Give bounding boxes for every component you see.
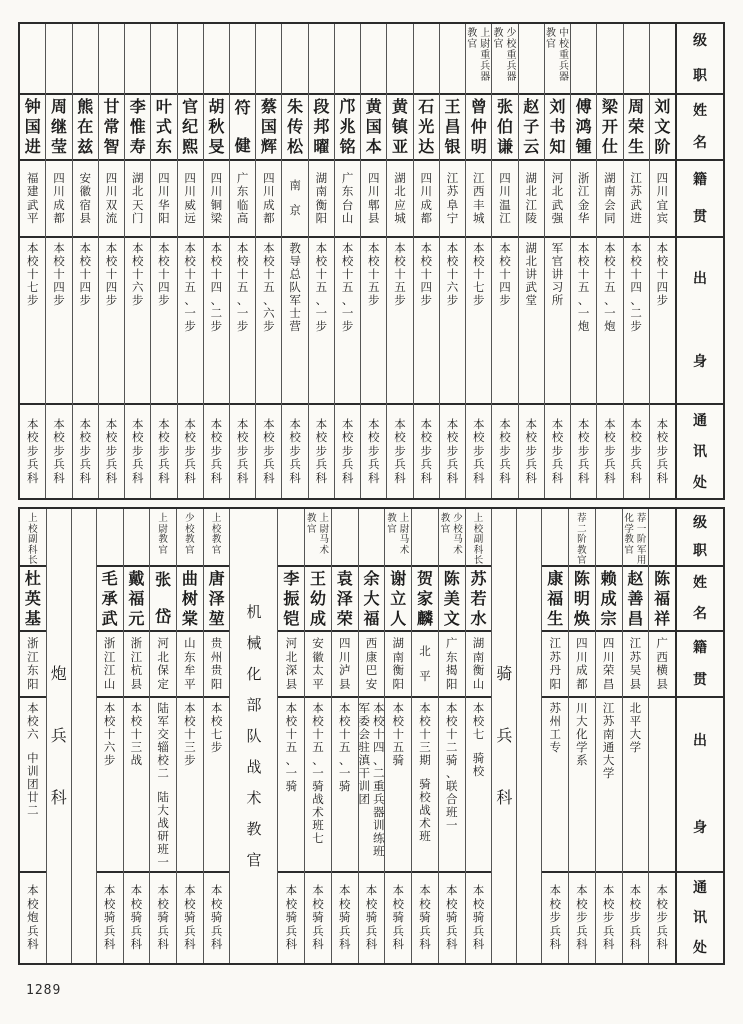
contact-cell: 本 校 步 兵 科 — [629, 883, 642, 952]
contact-cell: 本 校 步 兵 科 — [602, 883, 615, 952]
person-column — [255, 24, 281, 498]
native-place-cell: 湖 北 天 门 — [125, 161, 150, 238]
rank-header: 级 职 — [677, 24, 723, 95]
origin-cell: 苏 州 工 专 — [542, 698, 568, 873]
origin-cell: 本 校 十 五 步 — [387, 238, 412, 405]
origin-cell: 本 校 十 五 、 一 炮 — [597, 238, 622, 405]
contact-cell: 本 校 步 兵 科 — [394, 416, 406, 485]
contact-cell: 本 校 步 兵 科 — [656, 416, 669, 485]
name-cell: 王 幼 成 — [305, 567, 331, 632]
person-column — [491, 24, 517, 498]
section-label: 机 械 化 部 队 战 术 教 官 — [246, 602, 262, 869]
rank-cell — [412, 509, 438, 567]
origin-cell: 本 校 十 四 步 — [46, 238, 71, 405]
name-cell: 邝 兆 铭 — [335, 95, 360, 161]
origin-cell: 本 校 十 五 、 一 步 — [309, 238, 334, 405]
name-cell: 刘 书 知 — [545, 95, 570, 161]
name-cell: 陈 福 祥 — [649, 567, 675, 632]
contact-cell: 本 校 骑 兵 科 — [312, 883, 324, 952]
native-place-cell: 河 北 深 县 — [278, 632, 304, 698]
name-cell: 王 昌 银 — [440, 95, 465, 161]
person-column — [98, 24, 124, 498]
name-cell: 甘 常 智 — [99, 95, 124, 161]
name-cell: 杜 英 基 — [20, 567, 46, 632]
empty-column — [516, 509, 541, 963]
native-place-cell: 四 川 双 流 — [99, 161, 124, 238]
contact-cell: 本 校 步 兵 科 — [289, 416, 301, 485]
native-place-cell: 四 川 宜 宾 — [650, 161, 675, 238]
section-label-column — [491, 509, 516, 963]
native-place-cell: 四 川 荣 昌 — [596, 632, 622, 698]
roster-lower-band — [18, 507, 725, 965]
rank-cell: 少 校 重 兵 器 教 官 — [492, 24, 517, 95]
native-place-cell: 浙 江 金 华 — [571, 161, 596, 238]
origin-cell: 本 校 十 五 、 一 步 — [335, 238, 360, 405]
origin-cell: 川 大 化 学 系 — [569, 698, 595, 873]
native-place-cell: 广 东 揭 阳 — [439, 632, 465, 698]
name-cell: 傅 鸿 锺 — [571, 95, 596, 161]
contact-cell: 本 校 步 兵 科 — [656, 883, 668, 952]
person-column — [384, 509, 411, 963]
person-column — [20, 509, 46, 963]
contact-cell: 本 校 骑 兵 科 — [285, 883, 298, 952]
native-place-cell: 浙 江 杭 县 — [124, 632, 150, 698]
origin-cell: 本 校 十 三 战 — [124, 698, 150, 873]
origin-cell: 本 校 十 三 步 — [177, 698, 203, 873]
native-place-cell: 安 徽 太 平 — [305, 632, 331, 698]
person-column — [623, 24, 649, 498]
native-place-cell: 湖 北 江 陵 — [519, 161, 544, 238]
rank-cell — [73, 24, 98, 95]
origin-cell: 北 平 大 学 — [623, 698, 649, 873]
name-cell: 陈 明 焕 — [569, 567, 595, 632]
person-column — [96, 509, 123, 963]
name-cell: 石 光 达 — [414, 95, 439, 161]
name-cell: 赖 成 宗 — [596, 567, 622, 632]
origin-cell: 本 校 十 五 骑 — [385, 698, 411, 873]
origin-cell: 江 苏 南 通 大 学 — [596, 698, 622, 873]
name-cell: 贺 家 麟 — [412, 567, 438, 632]
native-place-cell: 西 康 巴 安 — [359, 632, 385, 698]
native-place-cell: 四 川 华 阳 — [151, 161, 176, 238]
rank-cell: 中 校 重 兵 器 教 官 — [545, 24, 570, 95]
name-header: 姓 名 — [677, 567, 723, 632]
contact-cell: 本 校 骑 兵 科 — [103, 883, 116, 952]
native-place-cell: 四 川 温 江 — [492, 161, 517, 238]
native-place-cell: 四 川 郫 县 — [361, 161, 386, 238]
rank-cell — [278, 509, 304, 567]
person-column — [203, 509, 230, 963]
name-cell: 李 惟 寿 — [125, 95, 150, 161]
name-cell: 叶 式 东 — [151, 95, 176, 161]
native-place-cell: 广 西 横 县 — [649, 632, 675, 698]
person-column — [386, 24, 412, 498]
person-column — [308, 24, 334, 498]
rank-cell — [97, 509, 123, 567]
person-column — [331, 509, 358, 963]
origin-cell: 本 校 十 四 、 二 步 — [204, 238, 229, 405]
contact-cell: 本 校 步 兵 科 — [210, 416, 223, 485]
rank-cell — [597, 24, 622, 95]
rank-cell — [46, 24, 71, 95]
person-column — [149, 509, 176, 963]
name-cell: 戴 福 元 — [124, 567, 150, 632]
rank-cell — [596, 509, 622, 567]
native-place-cell: 贵 州 贵 阳 — [204, 632, 230, 698]
contact-cell: 本 校 步 兵 科 — [604, 416, 616, 485]
origin-cell — [649, 698, 675, 873]
contact-cell: 本 校 步 兵 科 — [315, 416, 328, 485]
contact-cell: 本 校 步 兵 科 — [105, 416, 118, 485]
origin-cell: 本 校 十 五 、 一 炮 — [571, 238, 596, 405]
rank-cell: 上 尉 马 术 教 官 — [385, 509, 411, 567]
contact-header: 通 讯 处 — [693, 880, 707, 956]
rank-cell: 上 校 副 科 长 — [20, 509, 46, 567]
person-column — [518, 24, 544, 498]
contact-cell: 本 校 炮 兵 科 — [27, 883, 39, 952]
name-cell: 胡 秋 旻 — [204, 95, 229, 161]
name-cell: 曲 树 棠 — [177, 567, 203, 632]
origin-cell: 本 校 十 四 步 — [73, 238, 98, 405]
origin-header: 出 身 — [677, 698, 723, 873]
native-place-cell: 北 平 — [412, 632, 438, 698]
name-cell: 赵 子 云 — [519, 95, 544, 161]
native-place-cell: 江 苏 丹 阳 — [542, 632, 568, 698]
name-cell: 谢 立 人 — [385, 567, 411, 632]
person-column — [596, 24, 622, 498]
rank-cell: 荐 一 阶 军 用 化 学 教 官 — [623, 509, 649, 567]
rank-cell: 上 尉 马 术 教 官 — [305, 509, 331, 567]
origin-cell: 本 校 七 步 — [204, 698, 230, 873]
person-column — [649, 24, 675, 498]
native-place-cell: 江 西 丰 城 — [466, 161, 491, 238]
rank-cell — [124, 509, 150, 567]
person-column — [334, 24, 360, 498]
person-column — [622, 509, 649, 963]
roster-upper-band — [18, 22, 725, 500]
rank-cell — [414, 24, 439, 95]
contact-cell: 本 校 骑 兵 科 — [365, 883, 378, 952]
rank-cell — [309, 24, 334, 95]
native-place-cell: 四 川 成 都 — [46, 161, 71, 238]
contact-cell: 本 校 骑 兵 科 — [157, 883, 169, 952]
rank-cell: 上 尉 重 兵 器 教 官 — [466, 24, 491, 95]
native-place-cell: 江 苏 阜 宁 — [440, 161, 465, 238]
native-place-cell: 四 川 成 都 — [414, 161, 439, 238]
person-column — [465, 24, 491, 498]
name-cell: 黄 国 本 — [361, 95, 386, 161]
empty-column — [71, 509, 96, 963]
rank-cell — [387, 24, 412, 95]
name-cell: 熊 在 兹 — [73, 95, 98, 161]
contact-header: 通 讯 处 — [693, 412, 707, 491]
origin-cell: 本 校 十 五 、 六 步 — [256, 238, 281, 405]
origin-cell: 本 校 十 三 期 骑 校 战 术 班 — [412, 698, 438, 873]
contact-cell: 本 校 骑 兵 科 — [184, 883, 196, 952]
name-cell: 苏 若 水 — [466, 567, 492, 632]
origin-cell: 本 校 十 五 、 一 步 — [178, 238, 203, 405]
rank-cell: 荐 二 阶 教 官 — [569, 509, 595, 567]
person-column — [360, 24, 386, 498]
rank-cell — [440, 24, 465, 95]
empty-cell — [72, 509, 96, 963]
name-cell: 唐 泽 堃 — [204, 567, 230, 632]
person-column — [595, 509, 622, 963]
name-cell: 康 福 生 — [542, 567, 568, 632]
origin-cell: 本 校 十 五 、 一 骑 战 术 班 七 — [305, 698, 331, 873]
roster-table — [18, 22, 725, 965]
native-place-cell: 山 东 牟 平 — [177, 632, 203, 698]
native-place-cell: 湖 南 衡 山 — [466, 632, 492, 698]
rank-cell: 少 校 马 术 教 官 — [439, 509, 465, 567]
contact-cell: 本 校 步 兵 科 — [551, 416, 564, 485]
name-cell: 段 邦 曜 — [309, 95, 334, 161]
person-column — [72, 24, 98, 498]
section-label-column — [229, 509, 277, 963]
rank-cell: 上 尉 教 官 — [150, 509, 176, 567]
contact-cell: 本 校 步 兵 科 — [158, 416, 170, 485]
native-place-cell: 安 徽 宿 县 — [73, 161, 98, 238]
native-place-header: 籍 贯 — [677, 161, 723, 238]
name-cell: 周 继 莹 — [46, 95, 71, 161]
section-label: 炮 兵 科 — [50, 664, 67, 807]
rank-cell: 少 校 教 官 — [177, 509, 203, 567]
name-cell: 李 振 铠 — [278, 567, 304, 632]
person-column — [176, 509, 203, 963]
person-column — [541, 509, 568, 963]
person-column — [45, 24, 71, 498]
origin-cell: 本 校 十 六 步 — [125, 238, 150, 405]
contact-cell: 本 校 步 兵 科 — [79, 416, 91, 485]
contact-cell: 本 校 步 兵 科 — [236, 416, 249, 485]
native-place-cell: 四 川 威 远 — [178, 161, 203, 238]
section-label-column — [46, 509, 71, 963]
person-column — [438, 509, 465, 963]
rank-cell — [125, 24, 150, 95]
origin-cell: 本 校 十 四 步 — [151, 238, 176, 405]
origin-cell: 本 校 十 四 步 — [99, 238, 124, 405]
rank-cell — [204, 24, 229, 95]
section-label: 骑 兵 科 — [496, 664, 513, 807]
contact-cell: 本 校 骑 兵 科 — [130, 883, 143, 952]
contact-cell: 本 校 骑 兵 科 — [472, 883, 485, 952]
name-cell: 陈 美 文 — [439, 567, 465, 632]
native-place-cell: 四 川 成 都 — [569, 632, 595, 698]
native-place-cell: 湖 北 应 城 — [387, 161, 412, 238]
origin-cell: 教 导 总 队 军 士 营 — [282, 238, 307, 405]
rank-cell — [256, 24, 281, 95]
native-place-cell: 四 川 铜 梁 — [204, 161, 229, 238]
person-column — [123, 509, 150, 963]
origin-cell: 本 校 十 七 步 — [466, 238, 491, 405]
origin-cell: 本 校 十 五 、 一 步 — [230, 238, 255, 405]
name-cell: 黄 镇 亚 — [387, 95, 412, 161]
name-cell: 刘 文 阶 — [650, 95, 675, 161]
name-cell: 曾 仲 明 — [466, 95, 491, 161]
contact-cell: 本 校 步 兵 科 — [549, 883, 561, 952]
contact-cell: 本 校 步 兵 科 — [368, 416, 380, 485]
native-place-cell: 广 东 临 高 — [230, 161, 255, 238]
origin-cell: 本 校 十 五 、 一 骑 — [278, 698, 304, 873]
name-cell: 周 荣 生 — [624, 95, 649, 161]
native-place-cell: 湖 南 会 同 — [597, 161, 622, 238]
person-column — [648, 509, 675, 963]
rank-header: 级 职 — [677, 509, 723, 567]
name-cell: 钟 国 进 — [20, 95, 45, 161]
contact-cell: 本 校 步 兵 科 — [577, 416, 590, 485]
name-cell: 张 伯 谦 — [492, 95, 517, 161]
contact-cell: 本 校 步 兵 科 — [446, 416, 459, 485]
origin-cell: 湖 北 讲 武 堂 — [519, 238, 544, 405]
contact-cell: 本 校 步 兵 科 — [263, 416, 275, 485]
name-cell: 梁 开 仕 — [597, 95, 622, 161]
name-cell: 官 纪 熙 — [178, 95, 203, 161]
header-column — [675, 509, 723, 963]
rank-cell — [359, 509, 385, 567]
name-cell: 赵 善 昌 — [623, 567, 649, 632]
contact-cell: 本 校 步 兵 科 — [131, 416, 144, 485]
person-column — [277, 509, 304, 963]
name-cell: 符 健 — [230, 95, 255, 161]
origin-cell: 本 校 十 四 、 二 重 兵 器 训 练 班 军 委 会 驻 滇 干 训 团 — [359, 698, 385, 873]
native-place-cell: 湖 南 衡 阳 — [385, 632, 411, 698]
origin-cell: 本 校 十 五 、 一 骑 — [332, 698, 358, 873]
page-number: 1289 — [26, 983, 62, 998]
person-column — [177, 24, 203, 498]
native-place-cell: 四 川 泸 县 — [332, 632, 358, 698]
contact-cell: 本 校 骑 兵 科 — [210, 883, 223, 952]
person-column — [544, 24, 570, 498]
person-column — [150, 24, 176, 498]
contact-cell: 本 校 步 兵 科 — [499, 416, 511, 485]
person-column — [465, 509, 492, 963]
native-place-cell: 江 苏 武 进 — [624, 161, 649, 238]
origin-cell: 本 校 七 骑 校 — [466, 698, 492, 873]
name-header: 姓 名 — [677, 95, 723, 161]
person-column — [568, 509, 595, 963]
origin-cell: 本 校 十 五 步 — [361, 238, 386, 405]
origin-cell: 本 校 六 中 训 团 廿 二 — [20, 698, 46, 873]
contact-cell: 本 校 步 兵 科 — [576, 883, 588, 952]
rank-cell — [542, 509, 568, 567]
contact-cell: 本 校 步 兵 科 — [27, 416, 39, 485]
origin-header: 出 身 — [677, 238, 723, 405]
rank-cell — [650, 24, 675, 95]
rank-cell — [282, 24, 307, 95]
name-cell: 袁 泽 荣 — [332, 567, 358, 632]
contact-cell: 本 校 骑 兵 科 — [445, 883, 458, 952]
empty-cell — [517, 509, 541, 963]
native-place-header: 籍 贯 — [677, 632, 723, 698]
rank-cell — [230, 24, 255, 95]
person-column — [411, 509, 438, 963]
contact-cell: 本 校 步 兵 科 — [341, 416, 354, 485]
person-column — [304, 509, 331, 963]
native-place-cell: 广 东 台 山 — [335, 161, 360, 238]
origin-cell: 本 校 十 七 步 — [20, 238, 45, 405]
name-cell: 蔡 国 辉 — [256, 95, 281, 161]
contact-cell: 本 校 步 兵 科 — [420, 416, 433, 485]
origin-cell: 本 校 十 四 步 — [414, 238, 439, 405]
origin-cell: 本 校 十 四 步 — [650, 238, 675, 405]
name-cell: 余 大 福 — [359, 567, 385, 632]
rank-cell — [99, 24, 124, 95]
native-place-cell: 湖 南 衡 阳 — [309, 161, 334, 238]
rank-cell — [151, 24, 176, 95]
origin-cell: 本 校 十 六 步 — [97, 698, 123, 873]
person-column — [413, 24, 439, 498]
rank-cell — [649, 509, 675, 567]
person-column — [124, 24, 150, 498]
rank-cell — [624, 24, 649, 95]
rank-cell — [178, 24, 203, 95]
person-column — [20, 24, 45, 498]
origin-cell: 本 校 十 四 步 — [492, 238, 517, 405]
origin-cell: 本 校 十 四 、 二 步 — [624, 238, 649, 405]
native-place-cell: 河 北 保 定 — [150, 632, 176, 698]
native-place-cell: 四 川 成 都 — [256, 161, 281, 238]
native-place-cell: 福 建 武 平 — [20, 161, 45, 238]
contact-cell: 本 校 步 兵 科 — [525, 416, 537, 485]
rank-cell — [361, 24, 386, 95]
person-column — [439, 24, 465, 498]
name-cell: 毛 承 武 — [97, 567, 123, 632]
person-column — [570, 24, 596, 498]
contact-cell: 本 校 步 兵 科 — [184, 416, 196, 485]
contact-cell: 本 校 骑 兵 科 — [419, 883, 431, 952]
contact-cell: 本 校 骑 兵 科 — [392, 883, 404, 952]
rank-cell — [335, 24, 360, 95]
rank-cell — [20, 24, 45, 95]
contact-cell: 本 校 步 兵 科 — [630, 416, 642, 485]
native-place-cell: 浙 江 江 山 — [97, 632, 123, 698]
contact-cell: 本 校 步 兵 科 — [53, 416, 65, 485]
native-place-cell: 南 京 — [282, 161, 307, 238]
rank-cell — [571, 24, 596, 95]
person-column — [358, 509, 385, 963]
rank-cell — [519, 24, 544, 95]
name-cell: 张 岱 — [150, 567, 176, 632]
native-place-cell: 河 北 武 强 — [545, 161, 570, 238]
rank-cell: 上 校 教 官 — [204, 509, 230, 567]
person-column — [229, 24, 255, 498]
origin-cell: 陆 军 交 辎 校 二 陆 大 战 研 班 一 — [150, 698, 176, 873]
native-place-cell: 江 苏 吴 县 — [623, 632, 649, 698]
contact-cell: 本 校 步 兵 科 — [472, 416, 485, 485]
origin-cell: 本 校 十 二 骑 、 联 合 班 一 — [439, 698, 465, 873]
origin-cell: 本 校 十 六 步 — [440, 238, 465, 405]
contact-cell: 本 校 骑 兵 科 — [339, 883, 351, 952]
origin-cell: 军 官 讲 习 所 — [545, 238, 570, 405]
rank-cell: 上 校 副 科 长 — [466, 509, 492, 567]
person-column — [203, 24, 229, 498]
person-column — [281, 24, 307, 498]
native-place-cell: 浙 江 东 阳 — [20, 632, 46, 698]
header-column — [675, 24, 723, 498]
name-cell: 朱 传 松 — [282, 95, 307, 161]
rank-cell — [332, 509, 358, 567]
